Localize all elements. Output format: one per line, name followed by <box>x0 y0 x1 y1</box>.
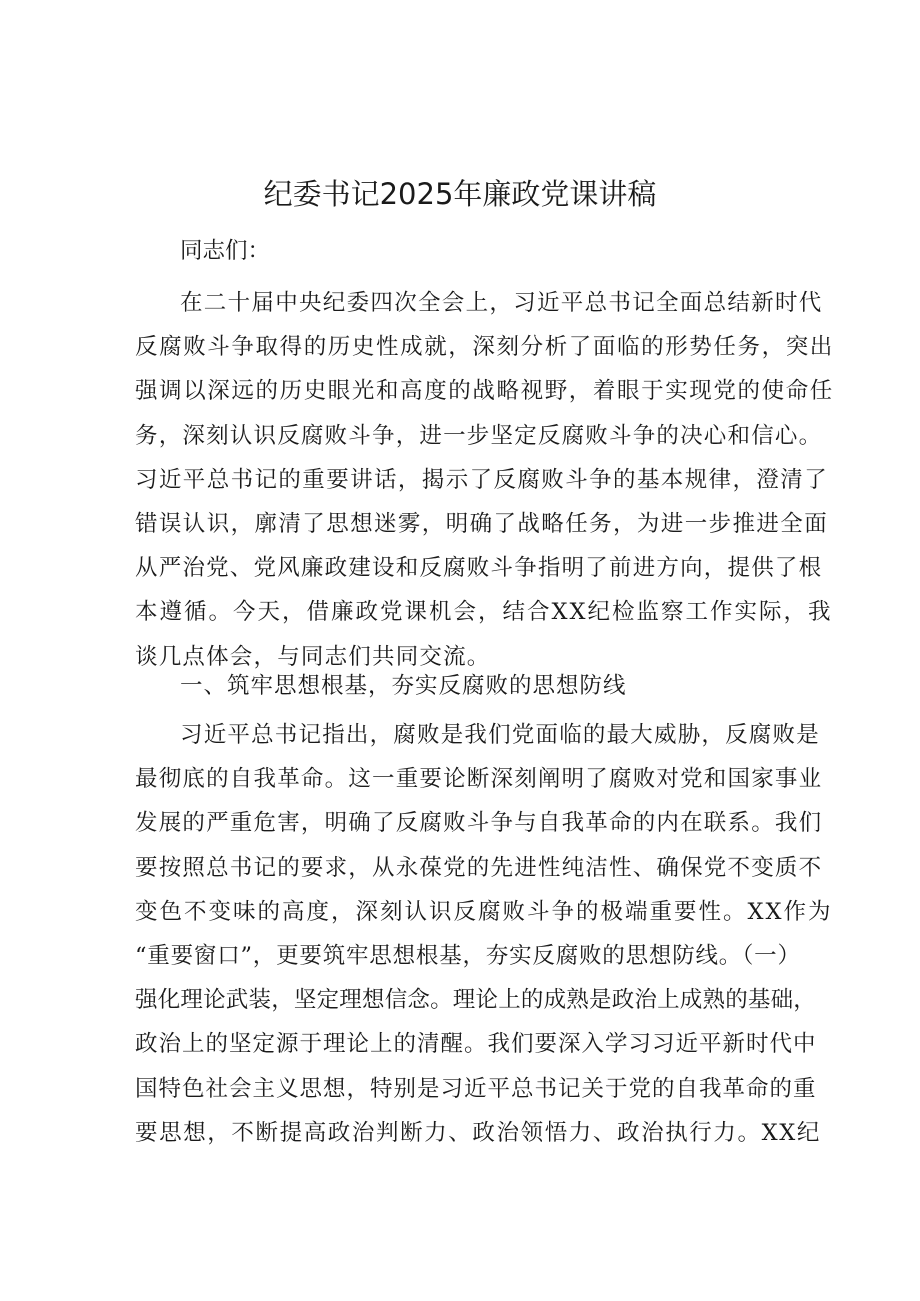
paragraph-line: 发展的严重危害，明确了反腐败斗争与自我革命的内在联系。我们 <box>135 810 823 837</box>
paragraph-line: 务，深刻认识反腐败斗争，进一步坚定反腐败斗争的决心和信心。 <box>135 422 823 449</box>
salutation-line: 同志们： <box>180 238 271 264</box>
paragraph-line: 要按照总书记的要求，从永葆党的先进性纯洁性、确保党不变质不 <box>135 854 823 881</box>
paragraph-line: 习近平总书记的重要讲话，揭示了反腐败斗争的基本规律，澄清了 <box>135 466 829 493</box>
paragraph-line: 反腐败斗争取得的历史性成就，深刻分析了面临的形势任务，突出 <box>135 334 834 361</box>
salutation <box>135 229 800 273</box>
paragraph-line: 强化理论武装，坚定理想信念。理论上的成熟是政治上成熟的基础， <box>135 987 817 1014</box>
paragraph-2 <box>135 713 833 1155</box>
paragraph-1 <box>135 281 834 679</box>
paragraph-line: “重要窗口”，更要筑牢思想根基，夯实反腐败的思想防线。（一） <box>135 942 801 969</box>
paragraph-line: 本遵循。今天，借廉政党课机会，结合XX纪检监察工作实际，我 <box>135 599 833 626</box>
section-heading-line: 一、筑牢思想根基，夯实反腐败的思想防线 <box>180 673 627 699</box>
paragraph-line: 政治上的坚定源于理论上的清醒。我们要深入学习习近平新时代中 <box>135 1031 817 1058</box>
paragraph-line: 错误认识，廓清了思想迷雾，明确了战略任务，为进一步推进全面 <box>135 510 829 537</box>
paragraph-line: 国特色社会主义思想，特别是习近平总书记关于党的自我革命的重 <box>135 1075 817 1102</box>
paragraph-line: 谈几点体会，与同志们共同交流。 <box>135 643 491 670</box>
paragraph-line: 最彻底的自我革命。这一重要论断深刻阐明了腐败对党和国家事业 <box>135 766 823 793</box>
paragraph-line: 在二十届中央纪委四次全会上，习近平总书记全面总结新时代 <box>180 290 823 316</box>
paragraph-line: 习近平总书记指出，腐败是我们党面临的最大威胁，反腐败是 <box>180 722 820 748</box>
section-heading-1 <box>135 664 800 708</box>
paragraph-line: 变色不变味的高度，深刻认识反腐败斗争的极端重要性。XX作为 <box>135 898 833 925</box>
paragraph-line: 从严治党、党风廉政建设和反腐败斗争指明了前进方向，提供了根 <box>135 555 823 582</box>
paragraph-line: 要思想，不断提高政治判断力、政治领悟力、政治执行力。XX纪 <box>135 1119 821 1146</box>
document-title: 纪委书记2025年廉政党课讲稿 <box>263 177 657 211</box>
paragraph-line: 强调以深远的历史眼光和高度的战略视野，着眼于实现党的使命任 <box>135 378 834 405</box>
